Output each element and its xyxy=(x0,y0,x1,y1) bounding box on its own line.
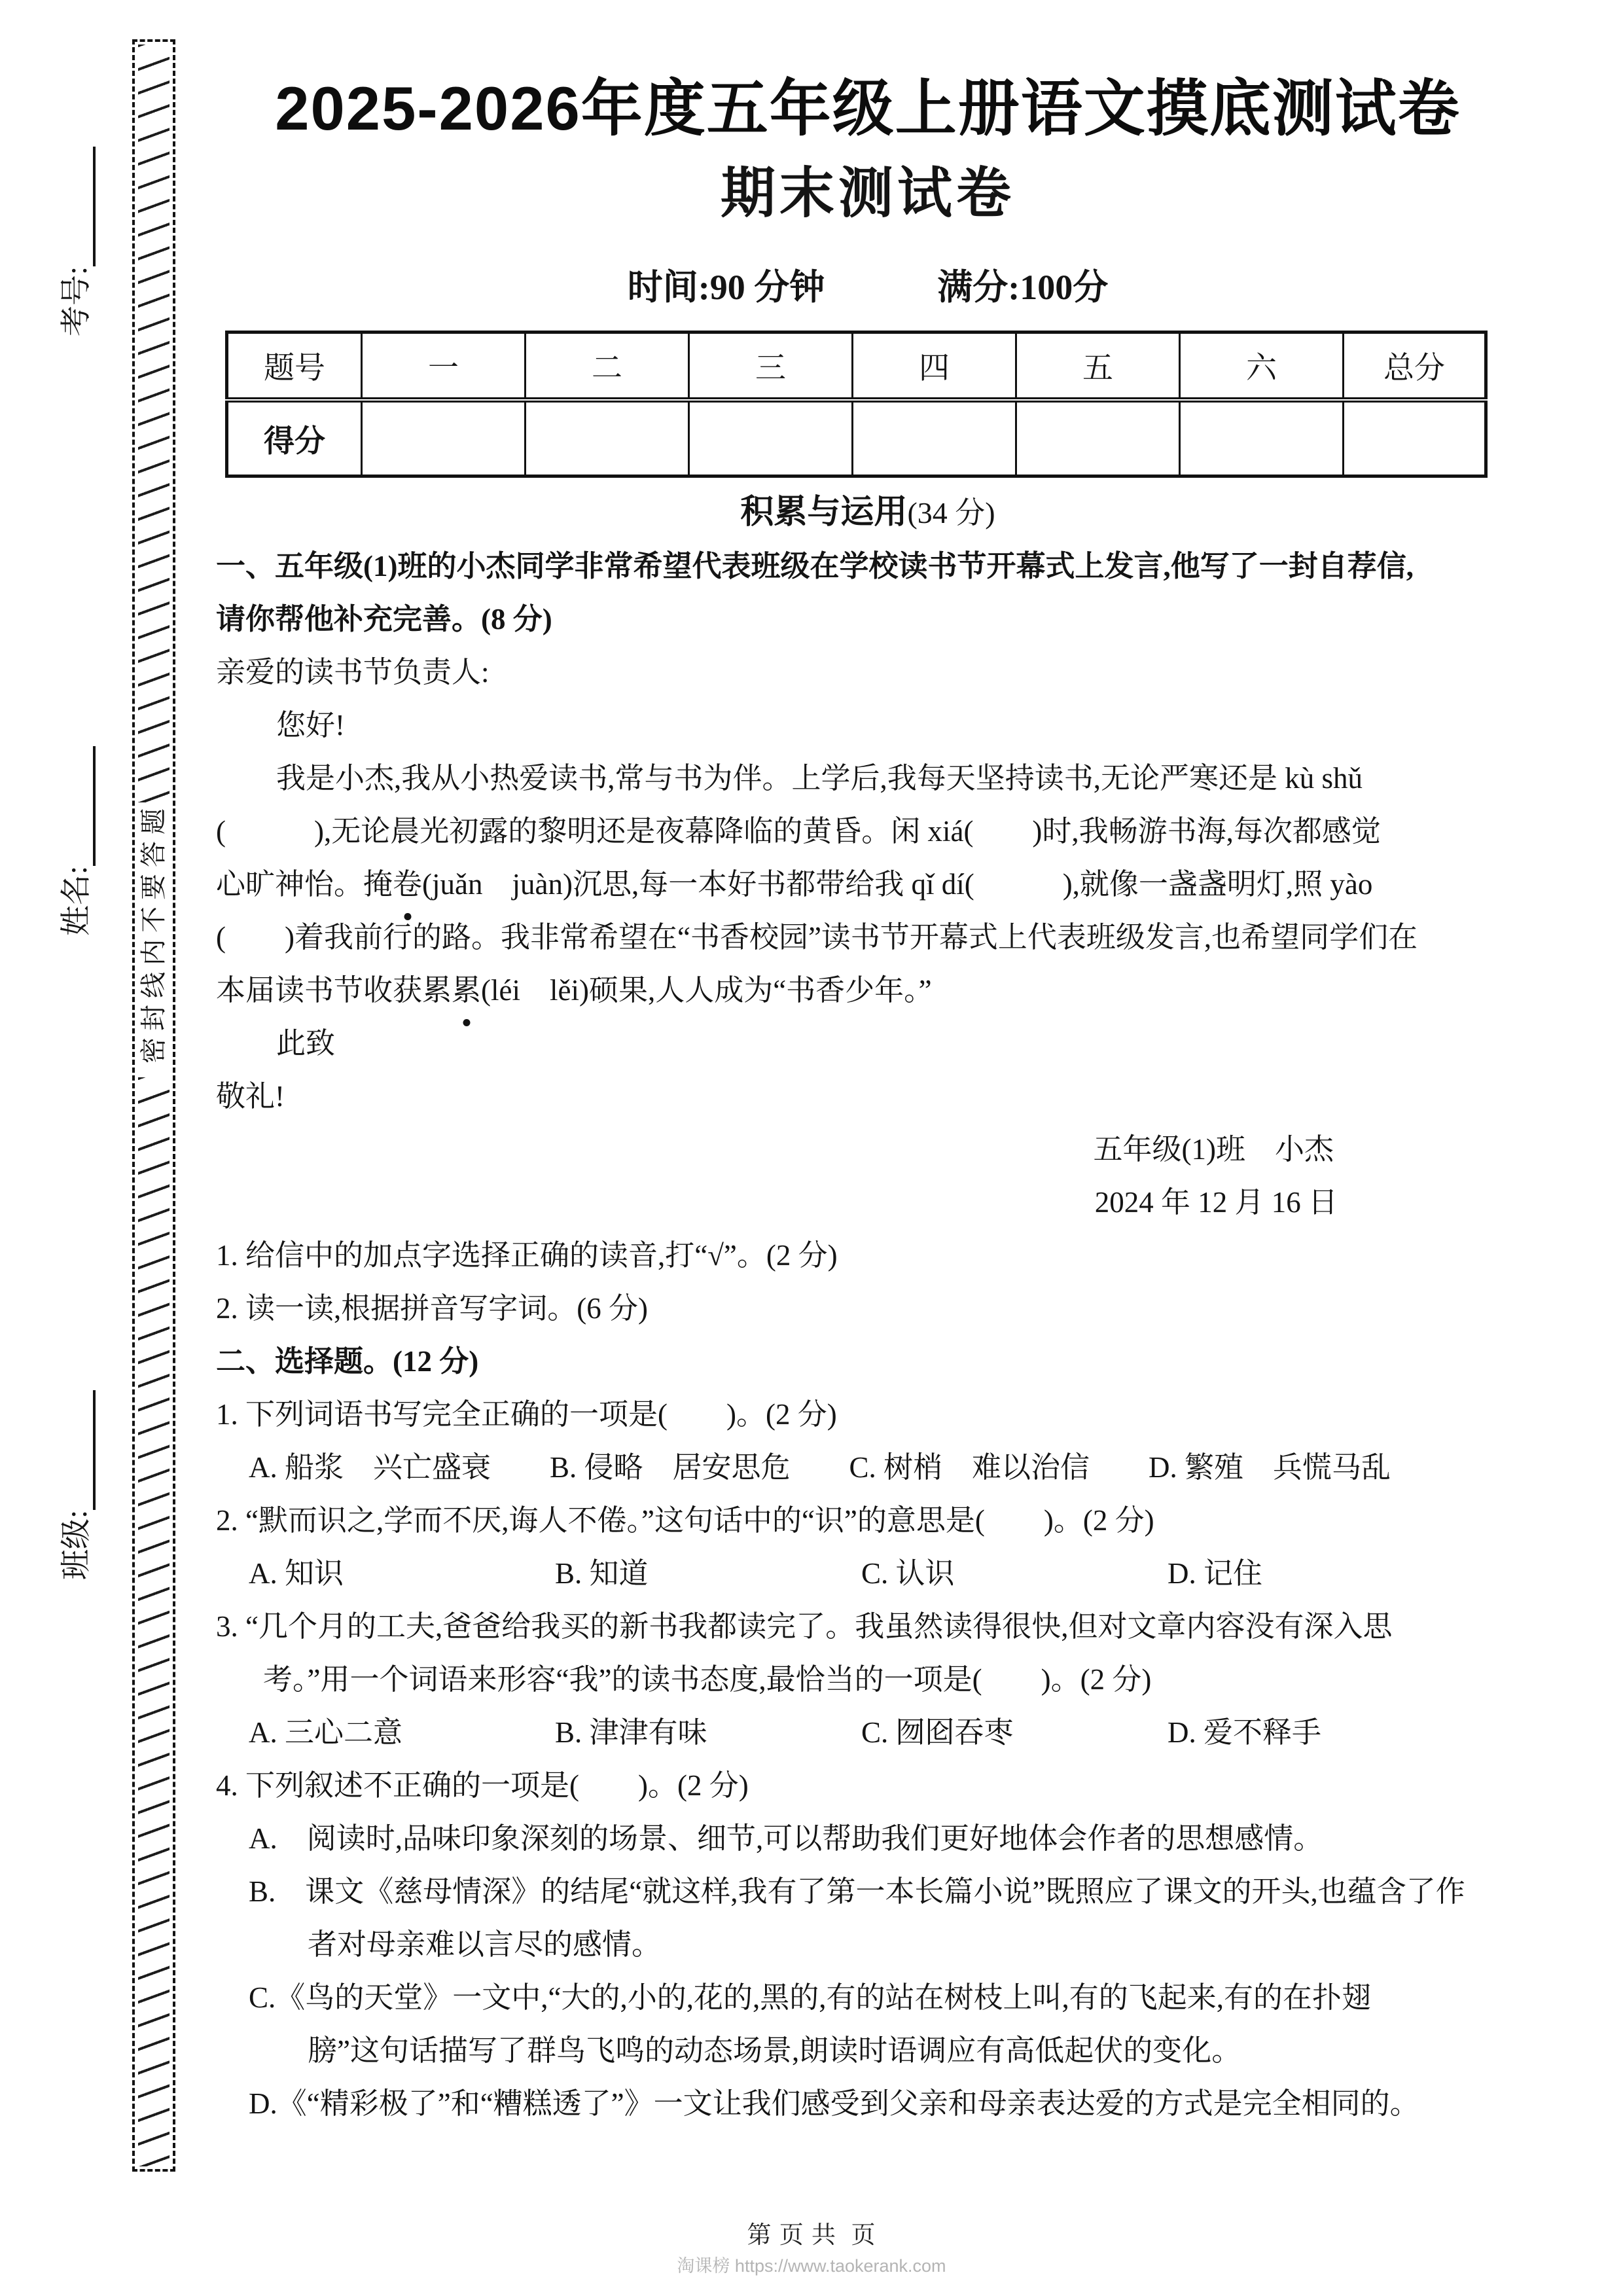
score-table-header-cell: 二 xyxy=(526,332,689,401)
exam-total-score: 满分:100分 xyxy=(937,268,1109,307)
letter-line3-dotted-char: 卷 xyxy=(393,858,422,911)
choice-q4-option-b-line1: B. 课文《慈母情深》的结尾“就这样,我有了第一本长篇小说”既照应了课文的开头,也蕴含了作 xyxy=(249,1875,1465,1908)
exam-number-label: 考号: xyxy=(60,266,94,336)
score-cell xyxy=(1016,400,1180,476)
choice-q4-option-a: A. 阅读时,品味印象深刻的场景、细节,可以帮助我们更好地体会作者的思想感情。 xyxy=(249,1822,1323,1855)
choice-q4-option-c-line2: 膀”这句话描写了群鸟飞鸣的动态场景,朗读时语调应有高低起伏的变化。 xyxy=(308,2034,1241,2067)
choice-q1-options: A. 船浆 兴亡盛衰 B. 侵略 居安思危 C. 树梢 难以治信 D. 繁殖 兵慌马乱 xyxy=(249,1451,1391,1484)
subquestion1-pronunciation: 1. 给信中的加点字选择正确的读音,打“√”。(2 分) xyxy=(216,1239,838,1272)
main-content xyxy=(216,0,1520,2130)
section-two-heading: 二、选择题。(12 分) xyxy=(216,1345,479,1378)
score-cell xyxy=(1180,400,1344,476)
letter-closing-jingli: 敬礼! xyxy=(216,1080,285,1113)
section-heading-text: 积累与运用 xyxy=(740,494,908,531)
choice-q4-option-d: D.《“精彩极了”和“糟糕透了”》一文让我们感受到父亲和母亲表达爱的方式是完全相同的。 xyxy=(249,2087,1419,2120)
letter-line5-post: (léi lěi)硕果,人人成为“书香少年。” xyxy=(481,974,932,1007)
choice-q4-stem: 4. 下列叙述不正确的一项是( )。(2 分) xyxy=(216,1769,749,1802)
page-title: 2025-2026年度五年级上册语文摸底测试卷 xyxy=(275,74,1461,143)
score-table-header-cell: 题号 xyxy=(227,332,362,401)
question1-intro-line2: 请你帮他补充完善。(8 分) xyxy=(216,603,552,636)
class-blank-line xyxy=(64,1390,96,1510)
choice-q2-options xyxy=(249,1547,1474,1600)
option-d: D. 记住 xyxy=(1168,1557,1262,1590)
letter-line5-dotted-char: 累 xyxy=(452,964,481,1017)
choice-q3-stem-line1: 3. “几个月的工夫,爸爸给我买的新书我都读完了。我虽然读得很快,但对文章内容没有深入思 xyxy=(216,1610,1393,1643)
option-a: A. 三心二意 xyxy=(249,1716,402,1749)
seal-hatch-bottom xyxy=(138,1077,169,2166)
score-table-score-row xyxy=(227,400,1486,476)
score-table-header-cell: 总分 xyxy=(1344,332,1486,401)
question1-intro-line1: 一、五年级(1)班的小杰同学非常希望代表班级在学校读书节开幕式上发言,他写了一封自荐信, xyxy=(216,550,1414,583)
score-table-header-row xyxy=(227,332,1486,401)
score-table-header-cell: 五 xyxy=(1016,332,1180,401)
student-name-blank-line xyxy=(64,746,96,866)
letter-signature: 五年级(1)班 小杰 xyxy=(1093,1133,1334,1166)
score-cell xyxy=(853,400,1016,476)
letter-line3-post: (juǎn juàn)沉思,每一本好书都带给我 qǐ dí( ),就像一盏盏明灯,照 yào xyxy=(422,868,1373,901)
letter-body-line3 xyxy=(216,858,1520,911)
letter-body-line5 xyxy=(216,964,1520,1017)
score-table-header-cell: 四 xyxy=(853,332,1016,401)
seal-hatch-top xyxy=(138,45,169,802)
letter-body-line4: ( )着我前行的路。我非常希望在“书香校园”读书节开幕式上代表班级发言,也希望同学们在 xyxy=(216,921,1418,954)
choice-q1-stem: 1. 下列词语书写完全正确的一项是( )。(2 分) xyxy=(216,1398,837,1431)
letter-hello: 您好! xyxy=(276,709,345,742)
letter-line3-pre: 心旷神怡。掩 xyxy=(216,868,393,901)
option-a: A. 知识 xyxy=(249,1557,344,1590)
section-heading-accumulation xyxy=(216,486,1520,540)
letter-greeting: 亲爱的读书节负责人: xyxy=(216,656,490,689)
score-table xyxy=(225,331,1488,478)
sidebar-field-exam-number xyxy=(58,147,96,336)
seal-line-warning-text: 密 封 线 内 不 要 答 题 xyxy=(139,808,168,1064)
letter-closing-cizhi: 此致 xyxy=(276,1027,336,1060)
score-cell xyxy=(526,400,689,476)
section-heading-score: (34 分) xyxy=(907,496,995,529)
choice-q2-stem: 2. “默而识之,学而不厌,诲人不倦。”这句话中的“识”的意思是( )。(2 分) xyxy=(216,1504,1154,1537)
letter-line5-pre: 本届读书节收获累 xyxy=(216,974,452,1007)
student-name-label: 姓名: xyxy=(60,865,94,936)
score-table-header-cell: 一 xyxy=(362,332,526,401)
score-cell xyxy=(1344,400,1486,476)
subquestion2-write-words: 2. 读一读,根据拼音写字词。(6 分) xyxy=(216,1292,648,1325)
choice-q3-stem-line2: 考。”用一个词语来形容“我”的读书态度,最恰当的一项是( )。(2 分) xyxy=(263,1663,1152,1696)
seal-line-strip xyxy=(132,39,175,2172)
letter-date: 2024 年 12 月 16 日 xyxy=(1094,1186,1338,1219)
score-cell xyxy=(689,400,853,476)
footer-page-indicator: 第 页 共 页 xyxy=(747,2221,876,2248)
option-d: D. 爱不释手 xyxy=(1168,1716,1321,1749)
exam-meta-line xyxy=(216,259,1520,310)
footer-site-watermark: 淘课榜 https://www.taokerank.com xyxy=(677,2256,946,2276)
exam-number-blank-line xyxy=(64,147,96,266)
choice-q4-option-c-line1: C.《鸟的天堂》一文中,“大的,小的,花的,黑的,有的站在树枝上叫,有的飞起来,有的在扑翅 xyxy=(249,1981,1371,2014)
score-row-label: 得分 xyxy=(227,400,362,476)
score-table-header-cell: 三 xyxy=(689,332,853,401)
letter-body-line1: 我是小杰,我从小热爱读书,常与书为伴。上学后,我每天坚持读书,无论严寒还是 kù shǔ xyxy=(276,762,1363,795)
option-b: B. 津津有味 xyxy=(555,1716,707,1749)
choice-q4-option-b-line2: 者对母亲难以言尽的感情。 xyxy=(308,1928,662,1961)
option-b: B. 知道 xyxy=(555,1557,649,1590)
sidebar-field-student-name xyxy=(58,746,96,936)
option-c: C. 囫囵吞枣 xyxy=(861,1716,1014,1749)
option-c: C. 认识 xyxy=(861,1557,955,1590)
score-table-header-cell: 六 xyxy=(1180,332,1344,401)
exam-duration: 时间:90 分钟 xyxy=(627,268,825,307)
page-subtitle: 期末测试卷 xyxy=(720,164,1015,224)
sidebar-field-class xyxy=(58,1390,96,1580)
choice-q3-options xyxy=(249,1706,1474,1759)
letter-body-line2: ( ),无论晨光初露的黎明还是夜幕降临的黄昏。闲 xiá( )时,我畅游书海,每次都感觉 xyxy=(216,815,1381,848)
score-cell xyxy=(362,400,526,476)
class-label: 班级: xyxy=(60,1509,94,1580)
